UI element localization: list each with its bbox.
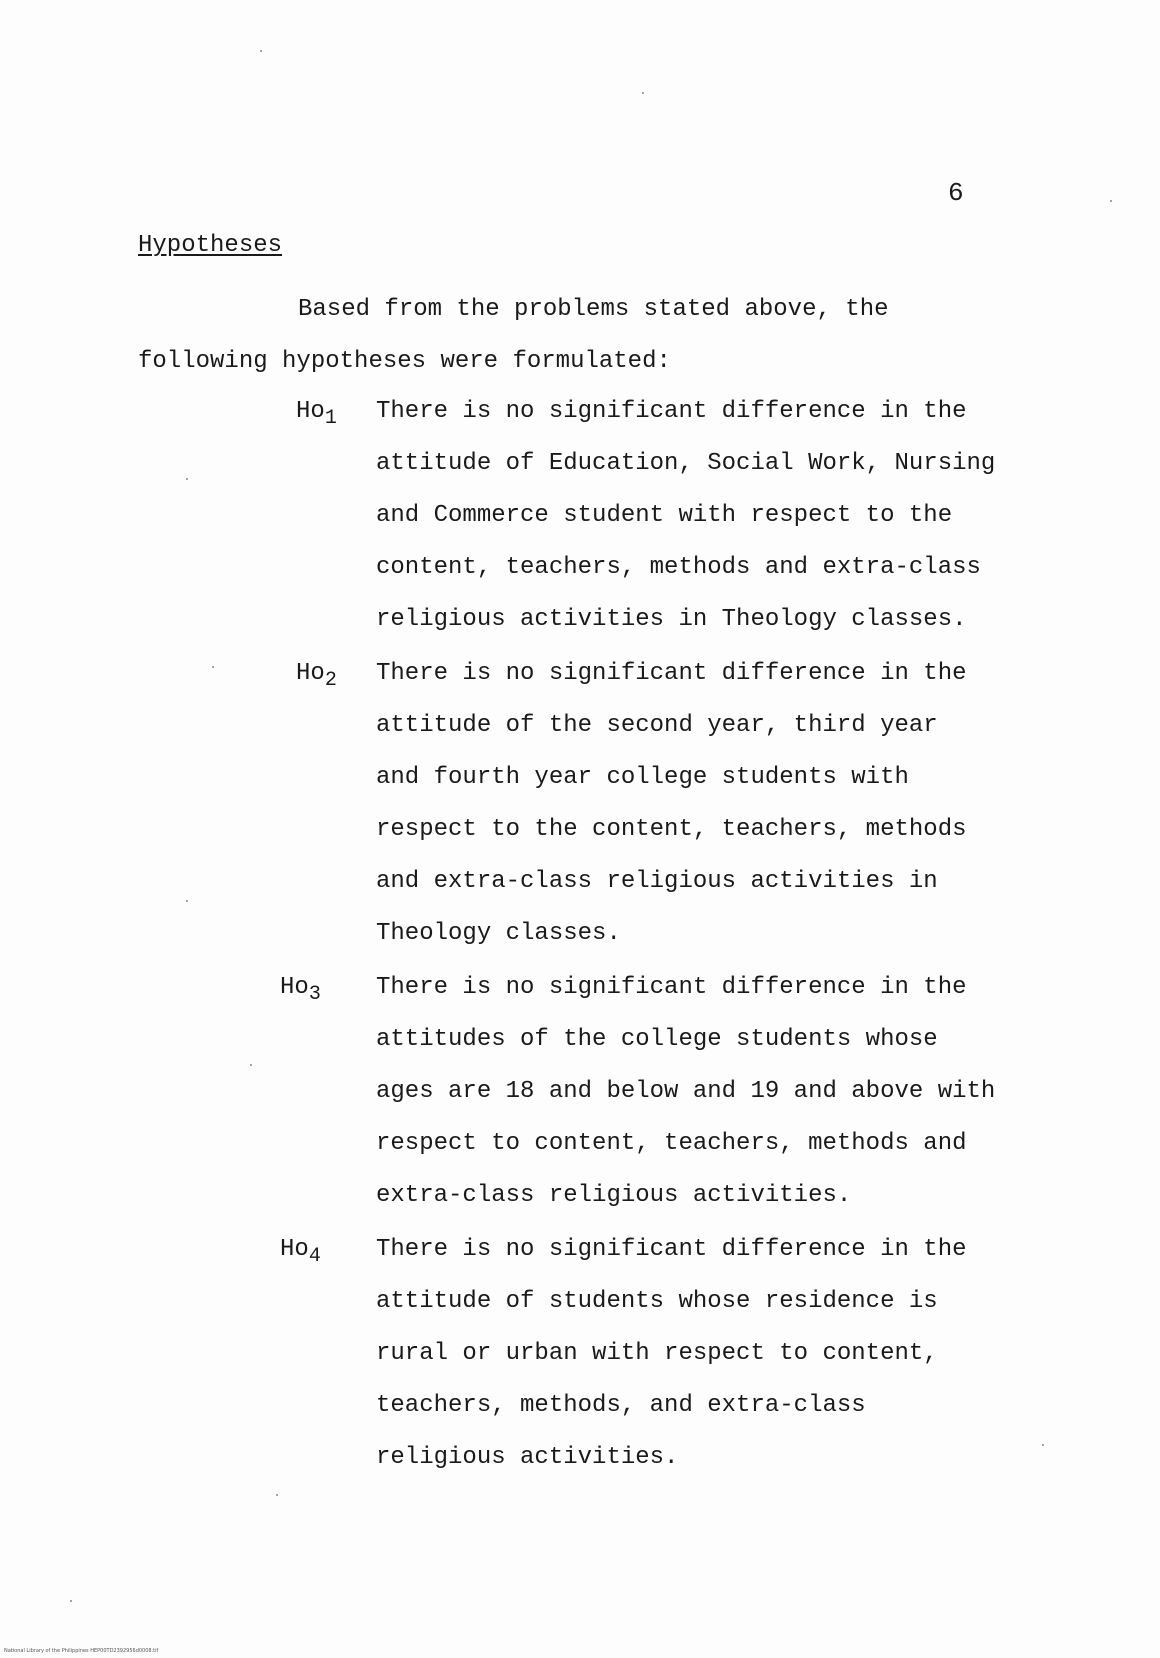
intro-line-2: following hypotheses were formulated: <box>138 348 671 375</box>
hypothesis-label-subscript: 2 <box>324 669 337 692</box>
hypothesis-label-subscript: 1 <box>324 407 337 430</box>
hypothesis-line: teachers, methods, and extra-class <box>376 1392 866 1419</box>
scan-speck <box>1042 1444 1044 1446</box>
hypothesis-line: rural or urban with respect to content, <box>376 1340 938 1367</box>
hypothesis-line: ages are 18 and below and 19 and above with <box>376 1078 996 1105</box>
hypothesis-line: There is no significant difference in the <box>376 1236 967 1263</box>
hypothesis-label-text: Ho <box>296 398 325 425</box>
scan-speck <box>276 1494 278 1496</box>
scan-speck <box>260 50 262 52</box>
section-heading: Hypotheses <box>138 232 283 259</box>
page-number: 6 <box>948 178 964 208</box>
scan-speck <box>186 900 188 902</box>
hypothesis-line: extra-class religious activities. <box>376 1182 852 1209</box>
intro-line-1: Based from the problems stated above, the <box>298 296 889 323</box>
scan-speck <box>212 666 214 668</box>
hypothesis-3-label <box>280 974 321 1006</box>
scan-speck <box>70 1600 72 1602</box>
hypothesis-line: attitudes of the college students whose <box>376 1026 938 1053</box>
hypothesis-label-subscript: 4 <box>308 1245 321 1268</box>
hypothesis-line: religious activities in Theology classes. <box>376 606 967 633</box>
hypothesis-line: religious activities. <box>376 1444 679 1471</box>
hypothesis-label-subscript: 3 <box>308 983 321 1006</box>
hypothesis-label-text: Ho <box>280 1236 309 1263</box>
hypothesis-line: and fourth year college students with <box>376 764 909 791</box>
hypothesis-line: and Commerce student with respect to the <box>376 502 953 529</box>
hypothesis-line: Theology classes. <box>376 920 621 947</box>
hypothesis-line: There is no significant difference in the <box>376 974 967 1001</box>
hypothesis-line: respect to content, teachers, methods and <box>376 1130 967 1157</box>
hypothesis-2-text <box>376 648 1076 960</box>
hypothesis-line: There is no significant difference in the <box>376 398 967 425</box>
scan-speck <box>1110 200 1112 202</box>
hypothesis-line: There is no significant difference in the <box>376 660 967 687</box>
hypothesis-line: and extra-class religious activities in <box>376 868 938 895</box>
scan-speck <box>186 478 188 480</box>
hypothesis-label-text: Ho <box>296 660 325 687</box>
hypothesis-line: content, teachers, methods and extra-class <box>376 554 981 581</box>
hypothesis-line: attitude of Education, Social Work, Nursing <box>376 450 996 477</box>
hypothesis-line: attitude of students whose residence is <box>376 1288 938 1315</box>
hypothesis-3-text <box>376 962 1076 1222</box>
scan-speck <box>642 92 644 94</box>
hypothesis-2-label <box>296 660 337 692</box>
scan-speck <box>250 1064 252 1066</box>
hypothesis-label-text: Ho <box>280 974 309 1001</box>
hypothesis-4-text <box>376 1224 1076 1484</box>
scan-credit: National Library of the Philippines HEP00TD2392956d0008.tif <box>4 1648 159 1654</box>
hypothesis-1-text <box>376 386 1076 646</box>
hypothesis-1-label <box>296 398 337 430</box>
hypothesis-4-label <box>280 1236 321 1268</box>
hypothesis-line: attitude of the second year, third year <box>376 712 938 739</box>
hypothesis-line: respect to the content, teachers, methods <box>376 816 967 843</box>
